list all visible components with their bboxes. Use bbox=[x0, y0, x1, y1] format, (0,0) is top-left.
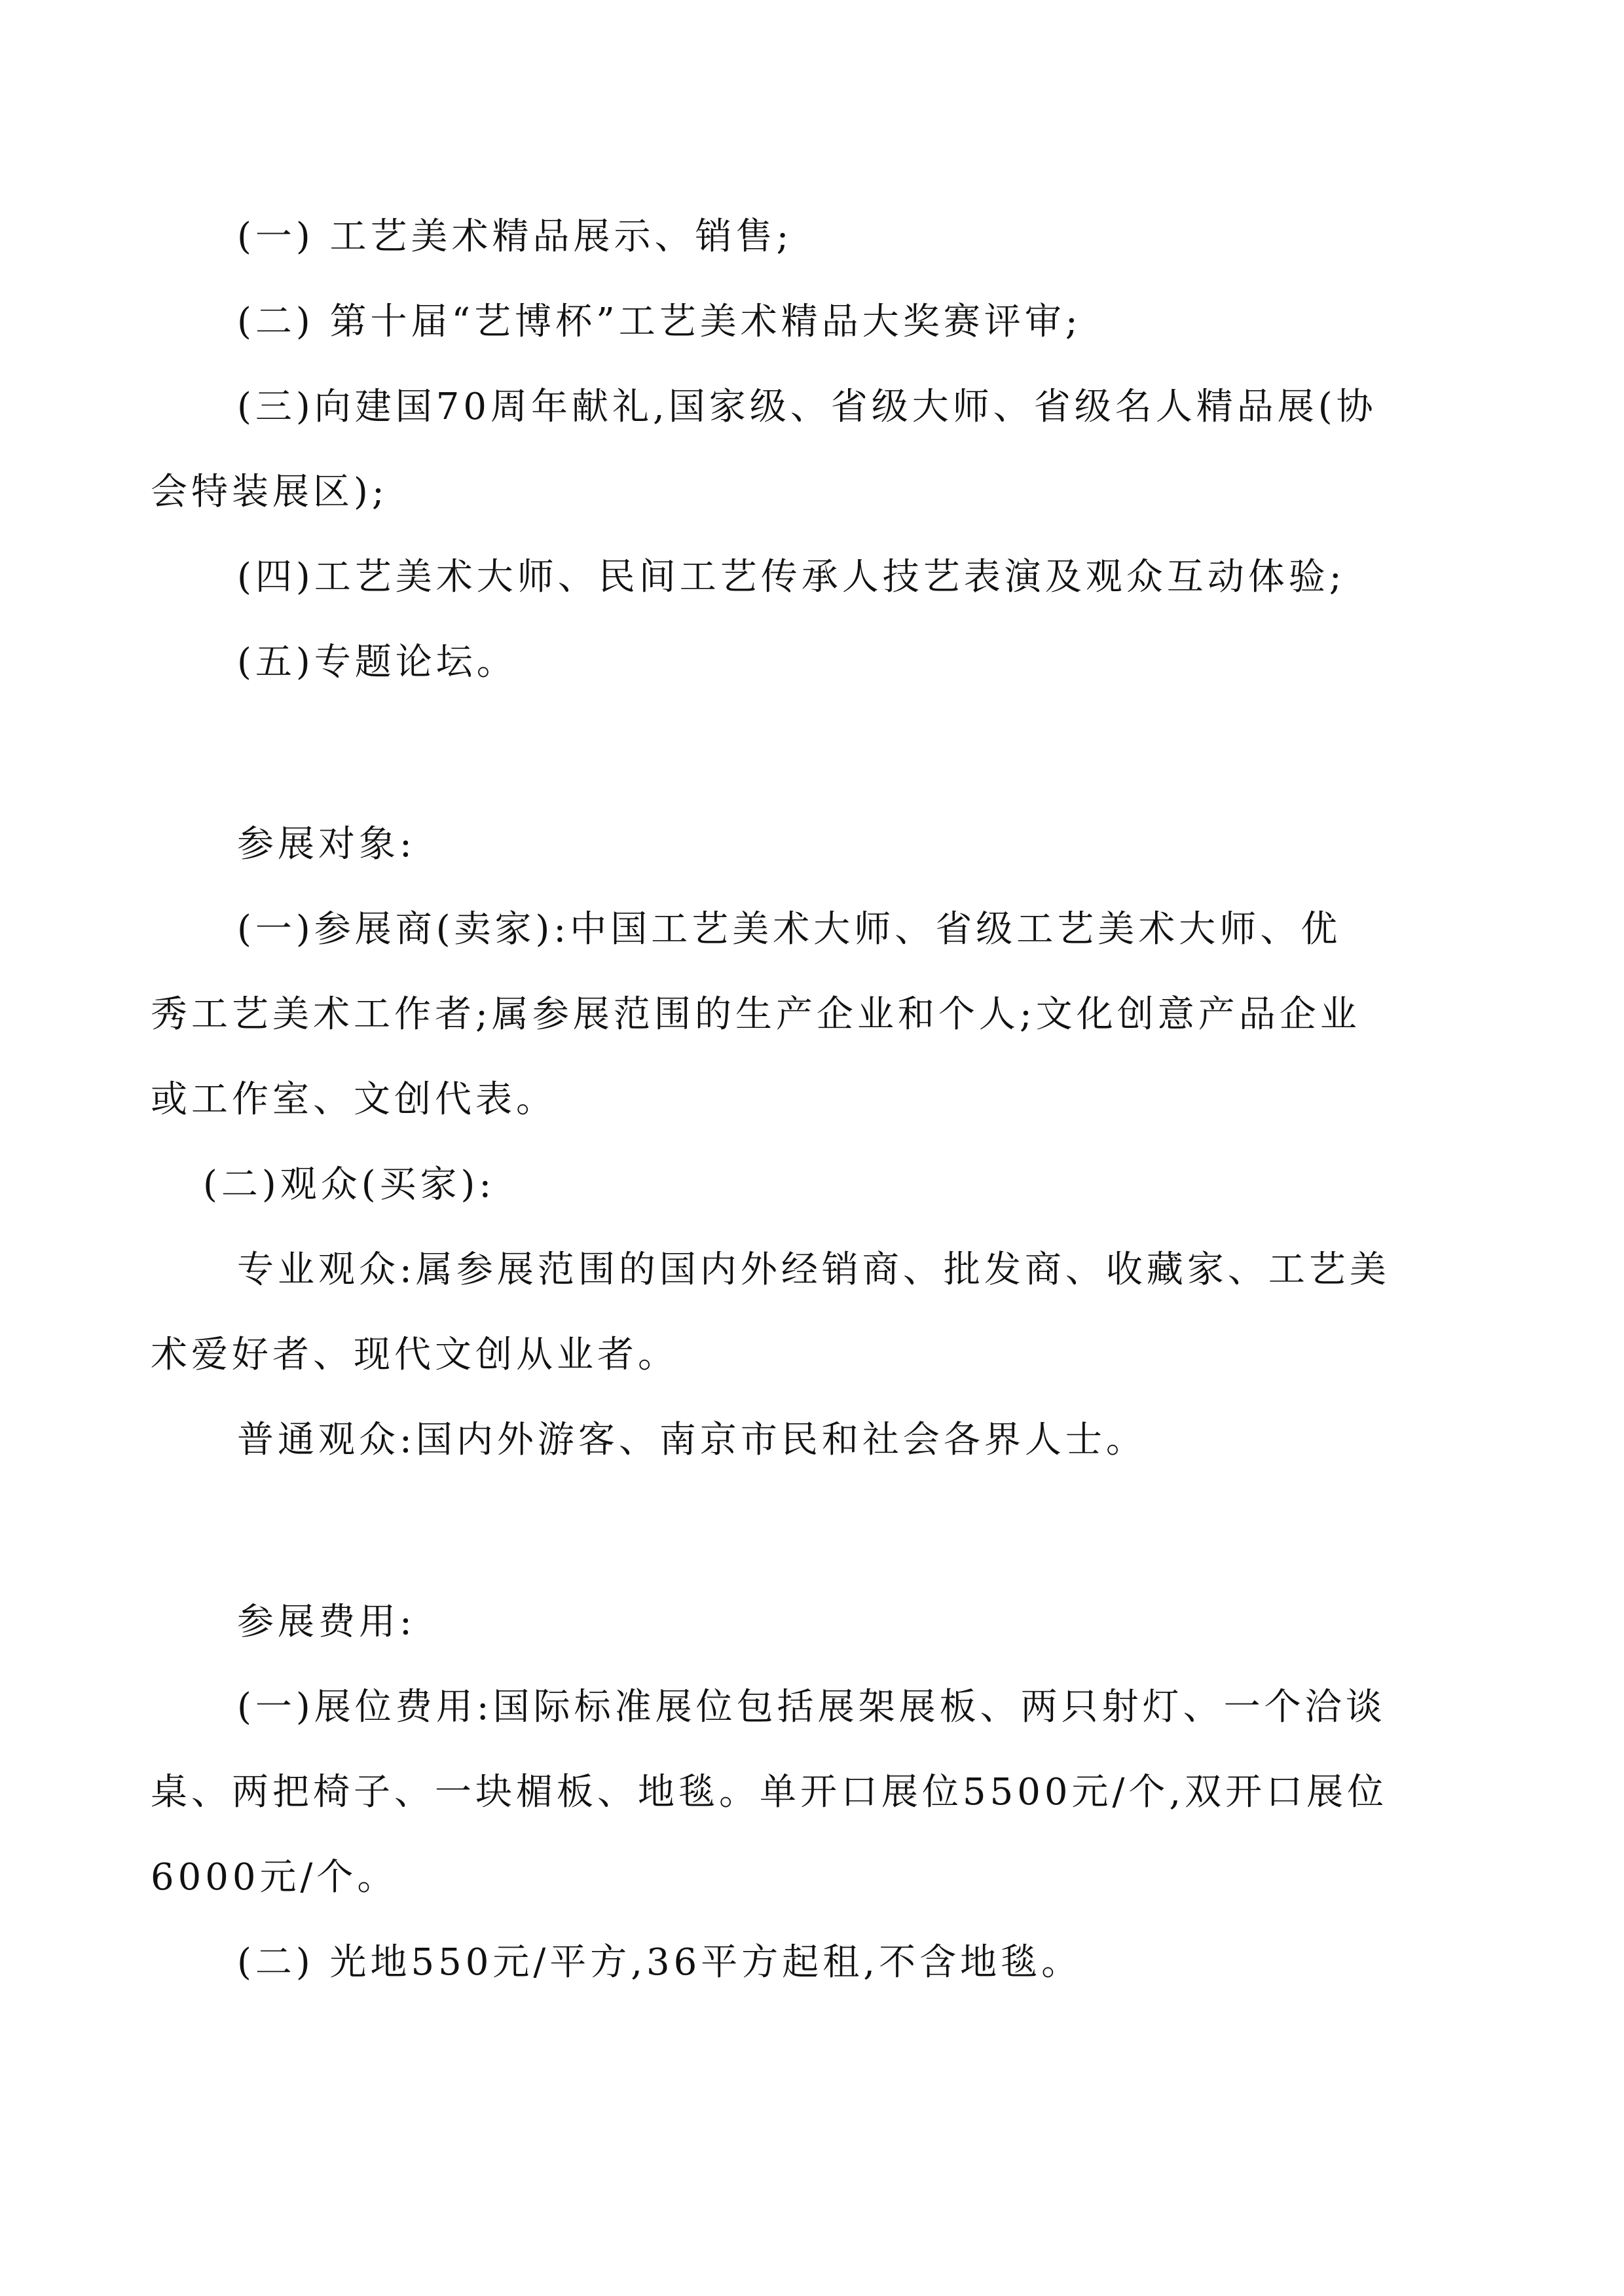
participants-line-2: 秀工艺美术工作者;属参展范围的生产企业和个人;文化创意产品企业 bbox=[151, 993, 1361, 1036]
activity-item-3: (三)向建国70周年献礼,国家级、省级大师、省级名人精品展(协 bbox=[237, 386, 1377, 428]
fees-line-2: 桌、两把椅子、一块楣板、地毯。单开口展位5500元/个,双开口展位 bbox=[151, 1771, 1388, 1813]
participants-line-1: (一)参展商(卖家):中国工艺美术大师、省级工艺美术大师、优 bbox=[237, 908, 1342, 951]
fees-line-1: (一)展位费用:国际标准展位包括展架展板、两只射灯、一个洽谈 bbox=[237, 1686, 1386, 1728]
fees-line-3: 6000元/个。 bbox=[151, 1856, 398, 1899]
activity-item-1: (一) 工艺美术精品展示、销售; bbox=[237, 215, 793, 258]
participants-line-3: 或工作室、文创代表。 bbox=[151, 1078, 557, 1121]
activity-item-2: (二) 第十届“艺博杯”工艺美术精品大奖赛评审; bbox=[237, 301, 1082, 343]
participants-heading: 参展对象: bbox=[237, 823, 416, 866]
participants-line-7: 普通观众:国内外游客、南京市民和社会各界人士。 bbox=[237, 1419, 1147, 1461]
fees-line-4: (二) 光地550元/平方,36平方起租,不含地毯。 bbox=[237, 1941, 1082, 1984]
activity-item-4: (四)工艺美术大师、民间工艺传承人技艺表演及观众互动体验; bbox=[237, 556, 1346, 598]
activity-item-5: (五)专题论坛。 bbox=[237, 641, 517, 683]
activity-item-3-continued: 会特装展区); bbox=[151, 471, 388, 513]
fees-heading: 参展费用: bbox=[237, 1601, 416, 1643]
participants-line-4: (二)观众(买家): bbox=[203, 1163, 496, 1206]
participants-line-6: 术爱好者、现代文创从业者。 bbox=[151, 1334, 678, 1376]
participants-line-5: 专业观众:属参展范围的国内外经销商、批发商、收藏家、工艺美 bbox=[237, 1248, 1390, 1291]
